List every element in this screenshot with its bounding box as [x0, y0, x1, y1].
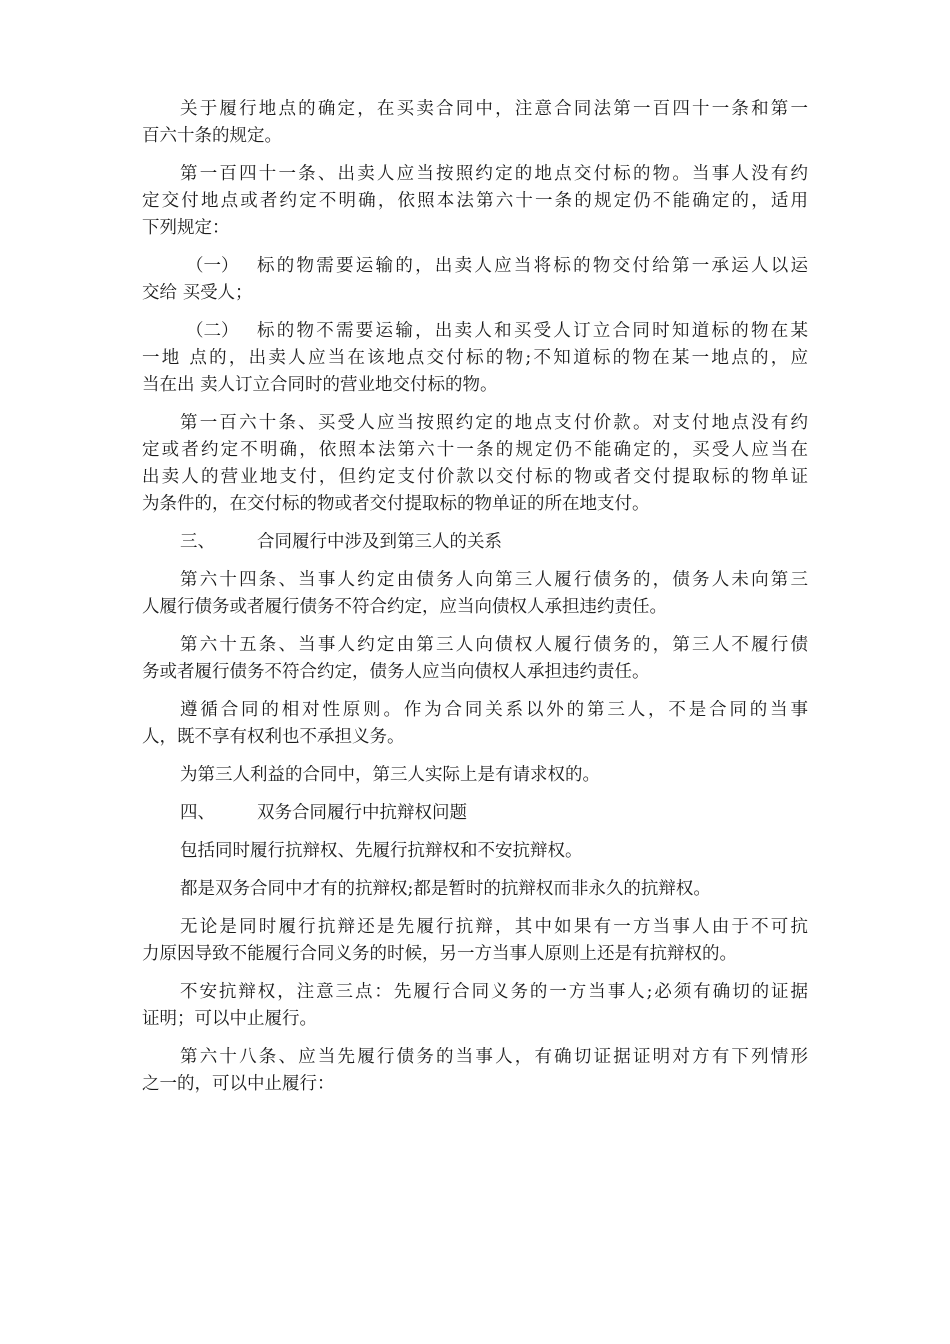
item-number: （二） — [186, 321, 239, 341]
text-line: 力原因导致不能履行合同义务的时候，另一方当事人原则上还是有抗辩权的。 — [142, 944, 737, 964]
paragraph-article-65 — [142, 632, 808, 686]
text-line: 为条件的，在交付标的物或者交付提取标的物单证的所在地支付。 — [142, 494, 650, 514]
text-line: 出卖人的营业地支付，但约定支付价款以交付标的物或者交付提取标的物单证 — [142, 467, 808, 487]
enum-line — [142, 318, 808, 345]
text-line: 遵循合同的相对性原则。作为合同关系以外的第三人，不是合同的当事 — [180, 700, 808, 720]
paragraph-item-2 — [142, 318, 808, 399]
enum-line — [142, 253, 808, 280]
text-line: 无论是同时履行抗辩还是先履行抗辩，其中如果有一方当事人由于不可抗 — [180, 917, 808, 937]
text-line: 人，既不享有权利也不承担义务。 — [142, 727, 405, 747]
heading-text: 合同履行中涉及到第三人的关系 — [257, 532, 502, 552]
text-line: 第一百四十一条、出卖人应当按照约定的地点交付标的物。当事人没有约 — [180, 164, 808, 184]
text-line: 百六十条的规定。 — [142, 126, 282, 146]
text-line: 第六十八条、应当先履行债务的当事人，有确切证据证明对方有下列情形 — [180, 1047, 808, 1067]
section-heading-3 — [142, 529, 808, 556]
text-line: 不安抗辩权，注意三点：先履行合同义务的一方当事人;必须有确切的证据 — [180, 982, 808, 1002]
paragraph-performance-place — [142, 96, 808, 150]
text-line: 定交付地点或者约定不明确，依照本法第六十一条的规定仍不能确定的，适用 — [142, 191, 808, 211]
paragraph-relativity — [142, 697, 808, 751]
paragraph-defense-nature — [142, 876, 808, 903]
text-line: 第六十四条、当事人约定由债务人向第三人履行债务的，债务人未向第三 — [180, 570, 808, 590]
text-line: 一地 点的，出卖人应当在该地点交付标的物;不知道标的物在某一地点的，应 — [142, 348, 808, 368]
paragraph-article-68 — [142, 1044, 808, 1098]
text-line: 交给 买受人； — [142, 283, 253, 303]
text-line: 第六十五条、当事人约定由第三人向债权人履行债务的，第三人不履行债 — [180, 635, 808, 655]
text-line: 为第三人利益的合同中，第三人实际上是有请求权的。 — [180, 765, 600, 785]
text-line: 务或者履行债务不符合约定，债务人应当向债权人承担违约责任。 — [142, 662, 650, 682]
heading-line — [142, 529, 808, 556]
paragraph-insecurity-defense — [142, 979, 808, 1033]
heading-text: 双务合同履行中抗辩权问题 — [257, 803, 467, 823]
text-line: 定或者约定不明确，依照本法第六十一条的规定仍不能确定的，买受人应当在 — [142, 440, 808, 460]
paragraph-article-141 — [142, 161, 808, 242]
text-line: 下列规定： — [142, 218, 230, 238]
text-line: 都是双务合同中才有的抗辩权;都是暂时的抗辩权而非永久的抗辩权。 — [180, 879, 711, 899]
paragraph-article-160 — [142, 410, 808, 518]
text-line: 第一百六十条、买受人应当按照约定的地点支付价款。对支付地点没有约 — [180, 413, 808, 433]
heading-number: 三、 — [180, 532, 215, 552]
text-line: 关于履行地点的确定，在买卖合同中，注意合同法第一百四十一条和第一 — [180, 99, 808, 119]
paragraph-article-64 — [142, 567, 808, 621]
item-number: （一） — [186, 256, 239, 276]
paragraph-defense-types — [142, 838, 808, 865]
section-heading-4 — [142, 800, 808, 827]
text-line: 之一的，可以中止履行： — [142, 1074, 335, 1094]
text-line: 当在出 卖人订立合同时的营业地交付标的物。 — [142, 375, 498, 395]
paragraph-third-party-benefit — [142, 762, 808, 789]
text-line: 包括同时履行抗辩权、先履行抗辩权和不安抗辩权。 — [180, 841, 583, 861]
paragraph-item-1 — [142, 253, 808, 307]
heading-line — [142, 800, 808, 827]
heading-number: 四、 — [180, 803, 215, 823]
text-line: 标的物不需要运输，出卖人和买受人订立合同时知道标的物在某 — [257, 321, 808, 341]
text-line: 证明；可以中止履行。 — [142, 1009, 317, 1029]
text-line: 标的物需要运输的，出卖人应当将标的物交付给第一承运人以运 — [257, 256, 808, 276]
document-page — [142, 96, 808, 1109]
paragraph-force-majeure — [142, 914, 808, 968]
text-line: 人履行债务或者履行债务不符合约定，应当向债权人承担违约责任。 — [142, 597, 667, 617]
